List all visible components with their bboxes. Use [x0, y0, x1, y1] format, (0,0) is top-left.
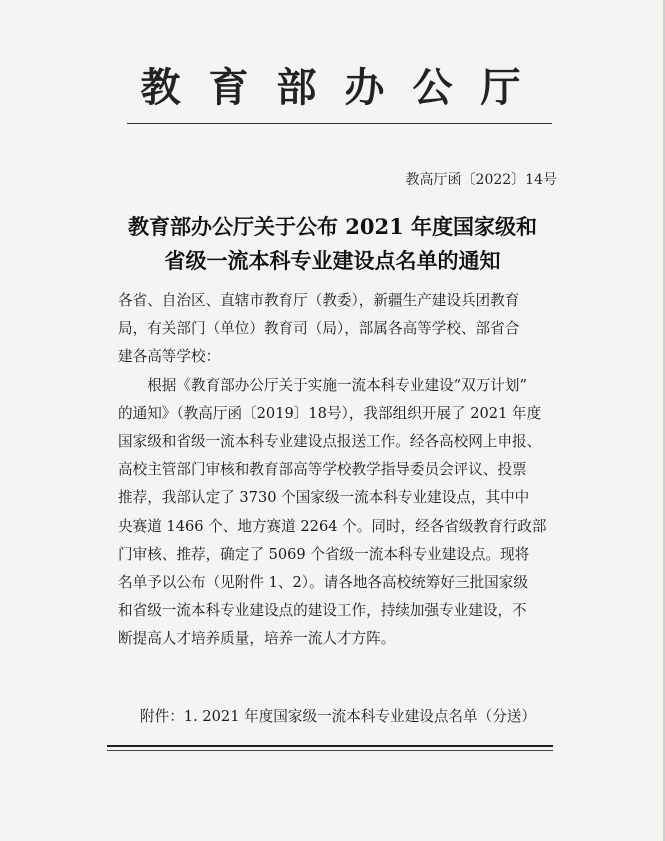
- title-line-1: 教育部办公厅关于公布 2021 年度国家级和: [127, 214, 538, 239]
- body-line: 的通知》（教高厅函〔2019〕18号），我部组织开展了 2021 年度: [118, 404, 542, 422]
- body-line: 和省级一流本科专业建设点的建设工作，持续加强专业建设，不: [118, 602, 527, 620]
- body-line: 推荐，我部认定了 3730 个国家级一流本科专业建设点，其中中: [118, 489, 530, 507]
- body-line: 央赛道 1466 个、地方赛道 2264 个。同时，经各省级教育行政部: [118, 517, 547, 535]
- body-line: 建各高等学校：: [118, 348, 221, 366]
- body-line: 根据《教育部办公厅关于实施一流本科专业建设“双万计划”: [118, 376, 527, 394]
- document-number: 教高厅函〔2022〕14号: [405, 172, 557, 188]
- issuing-organization: 教育部办公厅: [140, 64, 549, 111]
- body-line: 门审核、推荐，确定了 5069 个省级一流本科专业建设点。现将: [118, 545, 530, 563]
- attachment-note: 附件：1. 2021 年度国家级一流本科专业建设点名单（分送）: [140, 708, 537, 725]
- body-line: 局，有关部门（单位）教育司（局），部属各高等学校、部省合: [118, 320, 520, 338]
- header-divider: [127, 123, 552, 124]
- document-body: [118, 287, 566, 653]
- body-line: 国家级和省级一流本科专业建设点报送工作。经各高校网上申报、: [118, 432, 542, 450]
- body-line: 高校主管部门审核和教育部高等学校教学指导委员会评议、投票: [118, 461, 527, 479]
- document-title: [0, 210, 665, 278]
- title-line-2: 省级一流本科专业建设点名单的通知: [164, 248, 501, 273]
- body-line: 名单予以公布（见附件 1、2）。请各地各高校统筹好三批国家级: [118, 573, 528, 591]
- footer-divider-thick: [107, 745, 553, 747]
- body-line: 断提高人才培养质量，培养一流人才方阵。: [118, 630, 396, 648]
- body-line: 各省、自治区、直辖市教育厅（教委），新疆生产建设兵团教育: [118, 292, 520, 309]
- footer-divider-thin: [107, 750, 553, 751]
